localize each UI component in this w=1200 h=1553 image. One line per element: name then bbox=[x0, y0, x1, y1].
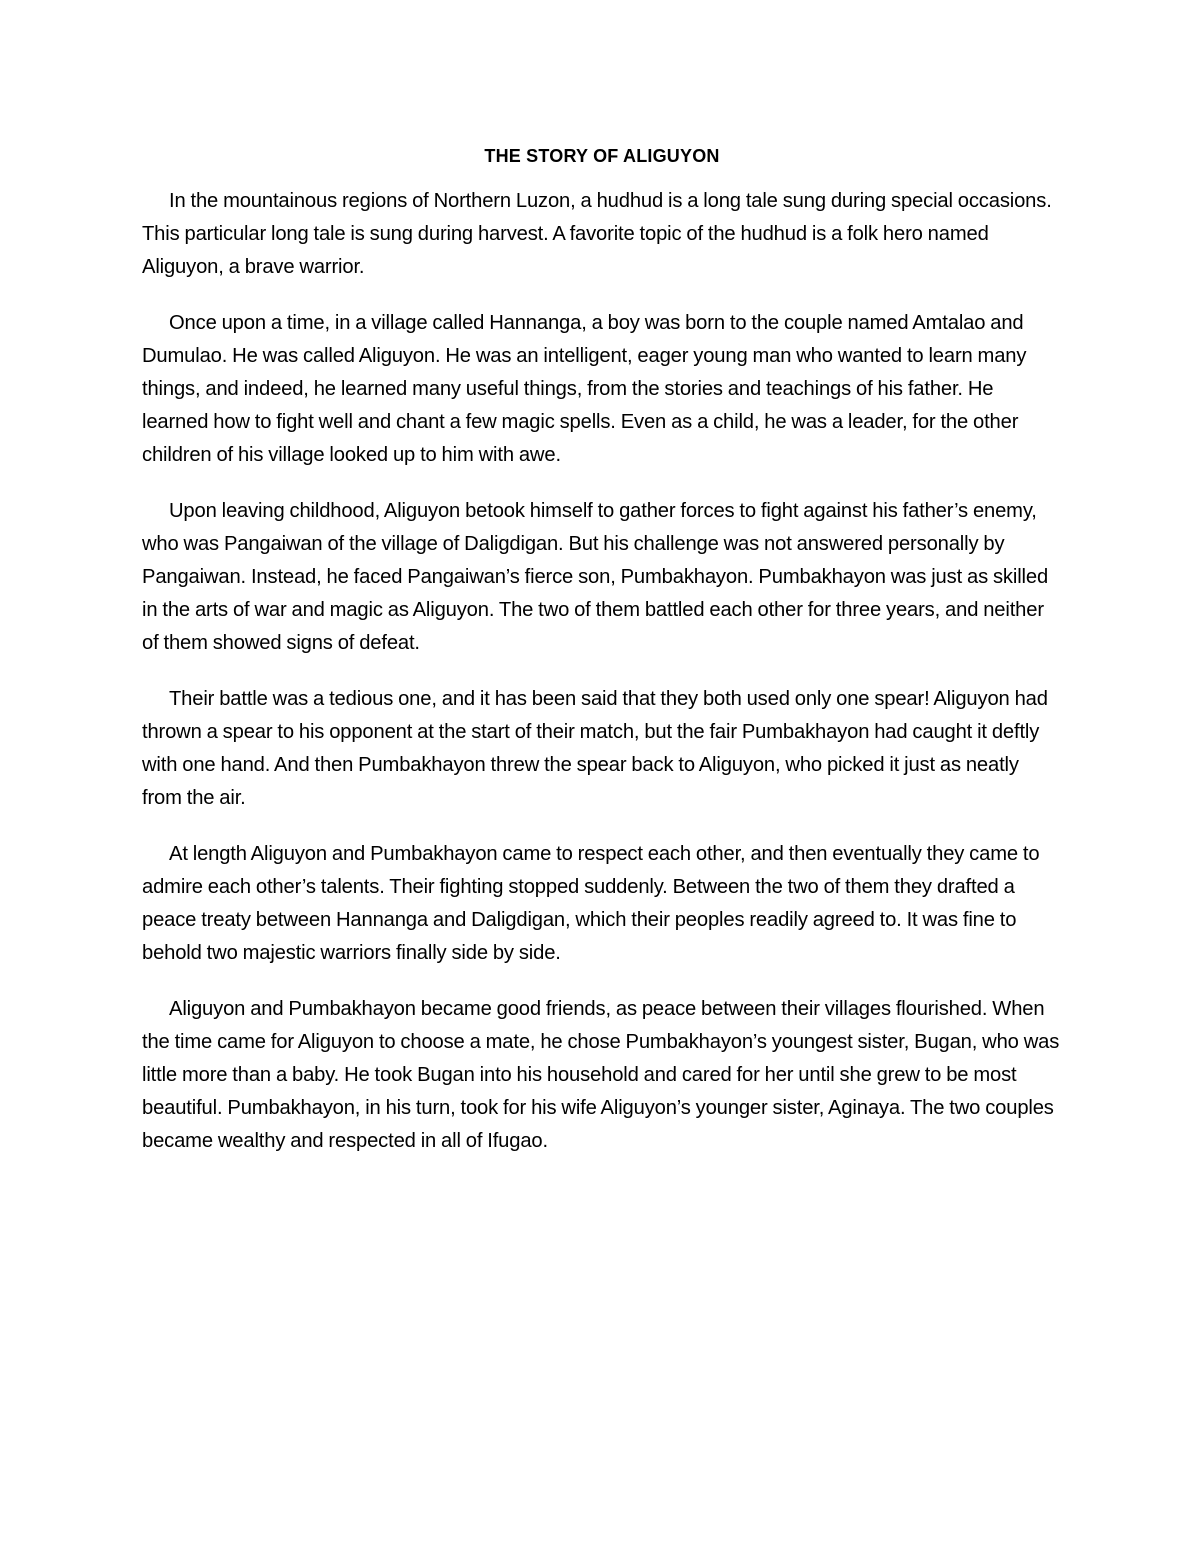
paragraph-4: Their battle was a tedious one, and it has been said that they both used only one spear! Aliguyon had thrown a spear to his opponent at the start of their match, but the fair Pumbakhayon had caught it deftly with one hand. And then Pumbakhayon threw the spear back to Aliguyon, who picked it just as neatly from the air. bbox=[142, 688, 1048, 809]
paragraph-3: Upon leaving childhood, Aliguyon betook himself to gather forces to fight against his father’s enemy, who was Pangaiwan of the village of Daligdigan. But his challenge was not answered personally by Pangaiwan. Instead, he faced Pangaiwan’s fierce son, Pumbakhayon. Pumbakhayon was just as skilled in the arts of war and magic as Aliguyon. The two of them battled each other for three years, and neither of them showed signs of defeat. bbox=[142, 500, 1049, 654]
paragraph-6: Aliguyon and Pumbakhayon became good friends, as peace between their villages flourished. When the time came for Aliguyon to choose a mate, he chose Pumbakhayon’s youngest sister, Bugan, who was little more than a baby. He took Bugan into his household and cared for her until she grew to be most beautiful. Pumbakhayon, in his turn, took for his wife Aliguyon’s younger sister, Aginaya. The two couples became wealthy and respected in all of Ifugao. bbox=[142, 998, 1060, 1152]
paragraph-1: In the mountainous regions of Northern Luzon, a hudhud is a long tale sung during special occasions. This particular long tale is sung during harvest. A favorite topic of the hudhud is a folk hero named Aliguyon, a brave warrior. bbox=[142, 190, 1052, 278]
paragraph-2: Once upon a time, in a village called Hannanga, a boy was born to the couple named Amtalao and Dumulao. He was called Aliguyon. He was an intelligent, eager young man who wanted to learn many things, and indeed, he learned many useful things, from the stories and teachings of his father. He learned how to fight well and chant a few magic spells. Even as a child, he was a leader, for the other children of his village looked up to him with awe. bbox=[142, 312, 1027, 466]
document-title: THE STORY OF ALIGUYON bbox=[484, 146, 720, 166]
document-page bbox=[142, 143, 1062, 1181]
paragraph-5: At length Aliguyon and Pumbakhayon came to respect each other, and then eventually they came to admire each other’s talents. Their fighting stopped suddenly. Between the two of them they drafted a peace treaty between Hannanga and Daligdigan, which their peoples readily agreed to. It was fine to behold two majestic warriors finally side by side. bbox=[142, 843, 1040, 964]
